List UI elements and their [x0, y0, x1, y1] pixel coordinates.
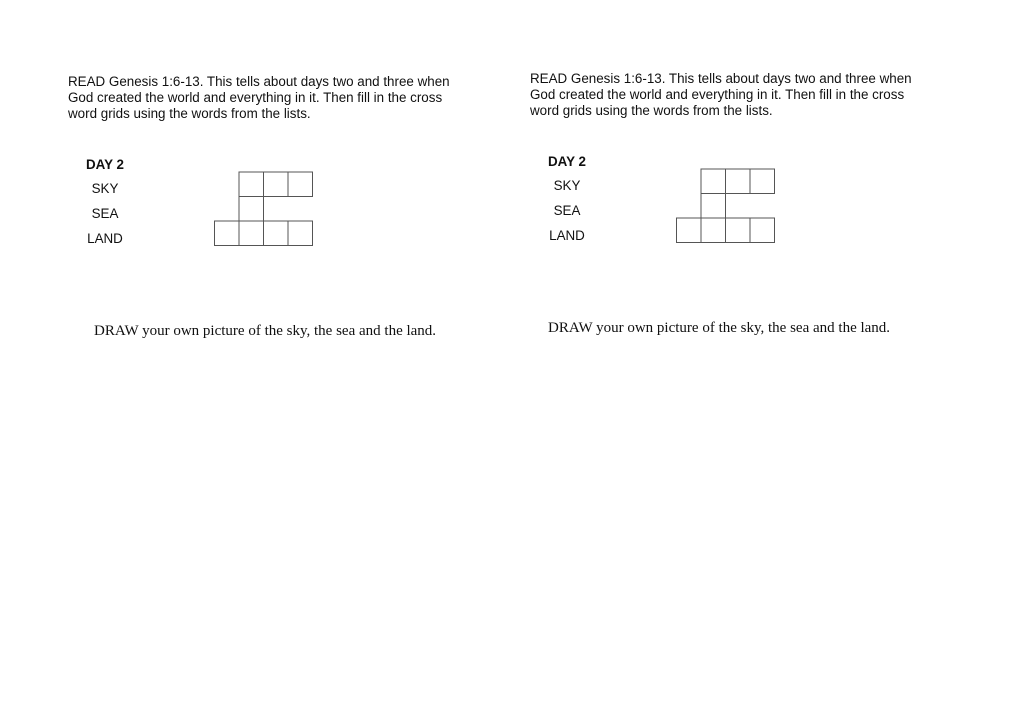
grid-cell[interactable] — [215, 221, 240, 246]
crossword-grid — [676, 169, 776, 245]
draw-prompt: DRAW your own picture of the sky, the sea and the land. — [94, 323, 437, 339]
grid-cell[interactable] — [288, 221, 313, 246]
worksheet-left — [68, 0, 528, 724]
word-sea: SEA — [91, 206, 119, 221]
grid-cell[interactable] — [264, 221, 289, 246]
grid-cell[interactable] — [288, 172, 313, 197]
crossword-grid — [214, 172, 314, 248]
word-sky: SKY — [553, 178, 581, 193]
instructions-text: READ Genesis 1:6-13. This tells about days two and three when God created the world and everything in it. Then fill in the cross word grids using the words from the lists. — [68, 74, 450, 121]
grid-cell[interactable] — [726, 169, 751, 194]
draw-prompt: DRAW your own picture of the sky, the sea and the land. — [548, 320, 891, 336]
grid-cell[interactable] — [239, 172, 264, 197]
grid-cell[interactable] — [750, 218, 775, 243]
day-heading: DAY 2 — [86, 157, 124, 172]
grid-cell[interactable] — [239, 221, 264, 246]
word-list — [530, 151, 604, 251]
grid-cell[interactable] — [701, 169, 726, 194]
grid-cell[interactable] — [239, 197, 264, 222]
word-sky: SKY — [91, 181, 119, 196]
word-land: LAND — [549, 228, 585, 243]
day-heading: DAY 2 — [548, 154, 586, 169]
word-list — [68, 154, 142, 254]
instructions-text: READ Genesis 1:6-13. This tells about days two and three when God created the world and everything in it. Then fill in the cross word grids using the words from the lists. — [530, 71, 912, 118]
grid-cell[interactable] — [750, 169, 775, 194]
grid-cell[interactable] — [701, 218, 726, 243]
worksheet-right — [530, 0, 990, 724]
grid-cell[interactable] — [701, 194, 726, 219]
grid-cell[interactable] — [264, 172, 289, 197]
word-land: LAND — [87, 231, 123, 246]
grid-cell[interactable] — [726, 218, 751, 243]
grid-cell[interactable] — [677, 218, 702, 243]
word-sea: SEA — [553, 203, 581, 218]
